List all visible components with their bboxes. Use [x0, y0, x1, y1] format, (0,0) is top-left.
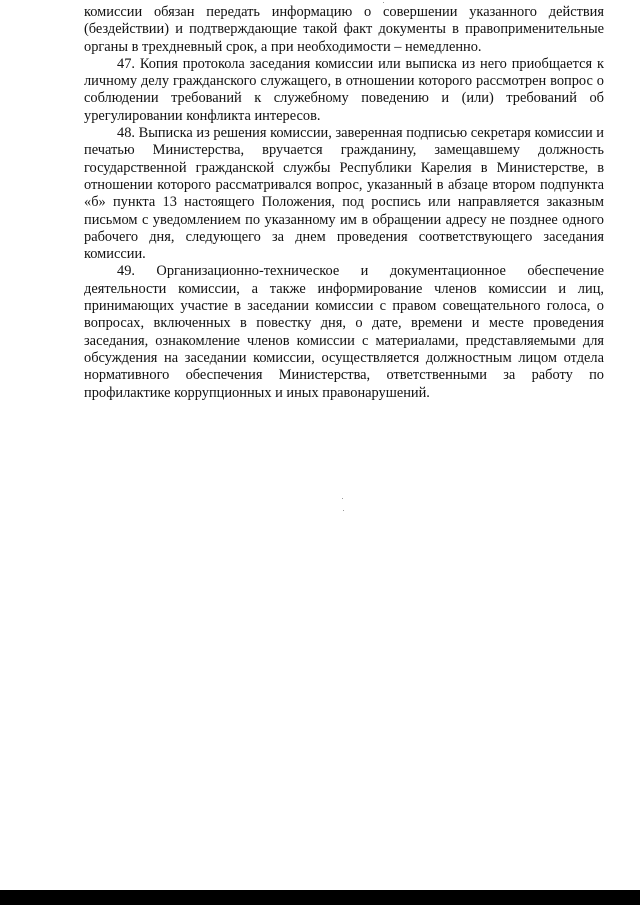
- paragraph-48: 48. Выписка из решения комиссии, заверенная подписью секретаря комиссии и печатью Министерства, вручается гражданину, замещавшему должность государственной гражданской службы Республики Карелия в Министерстве, в отношении которого рассматривался вопрос, указанный в абзаце втором подпункта «б» пункта 13 настоящего Положения, под роспись или направляется заказным письмом с уведомлением по указанному им в обращении адресу не позднее одного рабочего дня, следующего за днем проведения соответствующего заседания комиссии.: [84, 125, 604, 263]
- scan-border: [0, 890, 640, 905]
- paragraph-continuation: комиссии обязан передать информацию о совершении указанного действия (бездействии) и подтверждающие такой факт документы в правоприменительные органы в трехдневный срок, а при необходимости – немедленно.: [84, 4, 604, 55]
- document-body: [84, 4, 604, 402]
- scan-speck: [383, 2, 384, 3]
- paragraph-47: 47. Копия протокола заседания комиссии или выписка из него приобщается к личному делу гражданского служащего, в отношении которого рассмотрен вопрос о соблюдении требований к служебному поведению и (или) требований об урегулировании конфликта интересов.: [84, 55, 604, 124]
- scan-speck: [342, 498, 343, 499]
- paragraph-49: 49. Организационно-техническое и документационное обеспечение деятельности комиссии, а также информирование членов комиссии и лиц, принимающих участие в заседании комиссии с правом совещательного голоса, о вопросах, включенных в повестку дня, о дате, времени и месте проведения заседания, ознакомление членов комиссии с материалами, представляемыми для обсуждения на заседании комиссии, осуществляется должностным лицом отдела нормативного обеспечения Министерства, ответственными за работу по профилактике коррупционных и иных правонарушений.: [84, 263, 604, 401]
- scan-speck: [343, 510, 344, 511]
